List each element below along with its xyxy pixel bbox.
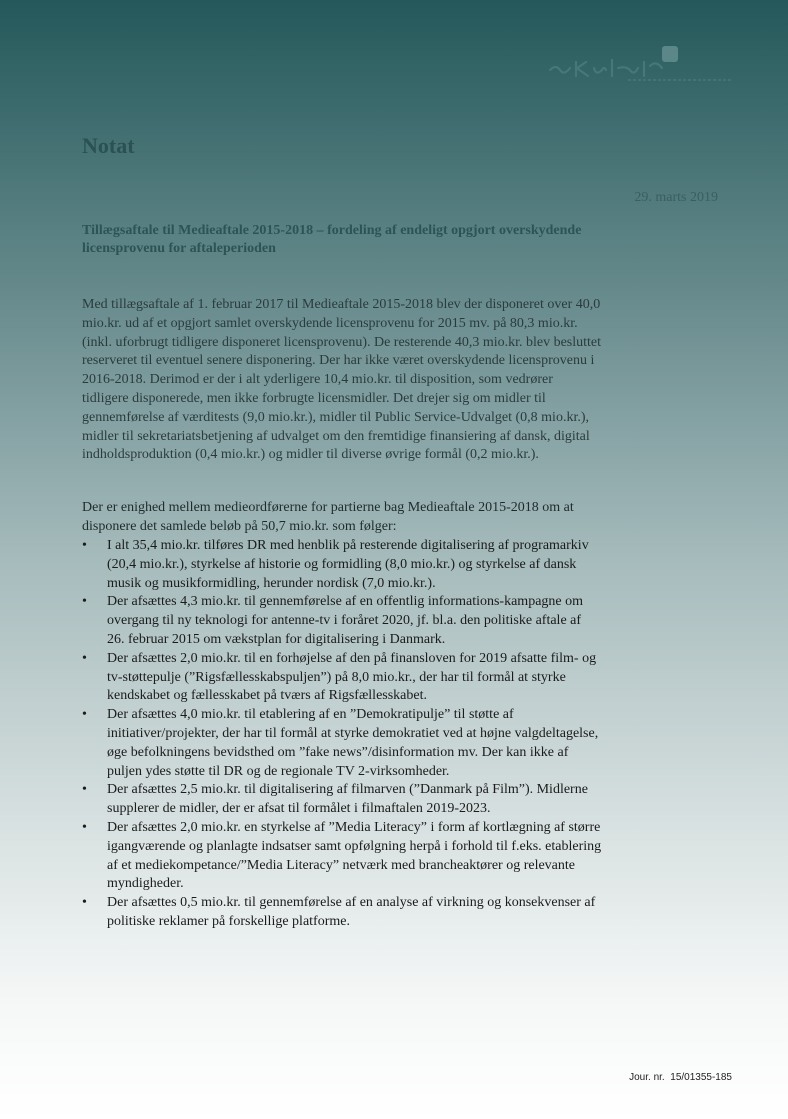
journal-label: Jour. nr.	[629, 1072, 665, 1083]
bullet-icon: •	[82, 538, 87, 553]
list-item	[82, 706, 602, 781]
list-item-text: Der afsættes 4,3 mio.kr. til gennemførelse af en offentlig informations-kampagne om overgang til ny teknologi for antenne-tv i foråret 2020, jf. bl.a. den politiske aftale af 26. februar 2015 om vækstplan for digitalisering i Danmark.	[107, 594, 584, 647]
allocation-list	[82, 537, 602, 932]
list-item	[82, 650, 602, 706]
list-item-text: Der afsættes 2,0 mio.kr. en styrkelse af ”Media Literacy” i form af kortlægning af større igangværende og planlagte indsatser samt opfølgning herpå i forhold til f.eks. etablering af et mediekompetance/”Media Literacy” netværk med brancheaktører og relevante myndigheder.	[107, 819, 602, 892]
list-item	[82, 819, 602, 894]
kulturministeriet-logo-icon	[546, 40, 736, 88]
bullet-icon: •	[82, 594, 87, 610]
list-item-text: Der afsættes 0,5 mio.kr. til gennemførelse af en analyse af virkning og konsekvenser af politiske reklamer på forskellige platforme.	[107, 895, 596, 929]
list-item	[82, 894, 602, 932]
document-title: Tillægsaftale til Medieaftale 2015-2018 – fordeling af endeligt opgjort overskydende licensprovenu for aftaleperioden	[82, 223, 582, 256]
agreement-paragraph: Der er enighed mellem medieordførerne for partierne bag Medieaftale 2015-2018 om at disponere det samlede beløb på 50,7 mio.kr. som følger:	[82, 500, 574, 534]
bullet-icon: •	[82, 650, 87, 666]
list-item-text: Der afsættes 2,5 mio.kr. til digitalisering af filmarven (”Danmark på Film”). Midlerne supplerer de midler, der er afsat til formålet i filmaftalen 2019-2023.	[107, 782, 588, 817]
list-item-text: Der afsættes 2,0 mio.kr. til en forhøjelse af den på finansloven for 2019 afsatte film- og tv-støttepulje (”Rigsfællesskabspuljen”) på 8,0 mio.kr., der har til formål at styrke kendskabet og fællesskabet på tværs af Rigsfællesskabet.	[107, 650, 597, 704]
document-date: 29. marts 2019	[634, 190, 718, 205]
list-item-text: I alt 35,4 mio.kr. tilføres DR med henblik på resterende digitalisering af programarkiv (20,4 mio.kr.), styrkelse af historie og formidling (8,0 mio.kr.) og styrkelse af dansk musik og musikformidling, herunder nordisk (7,0 mio.kr.).	[107, 538, 589, 591]
document-type-heading: Notat	[82, 133, 135, 158]
kulturministeriet-logo	[546, 40, 736, 88]
bullet-icon: •	[82, 782, 87, 798]
list-item	[82, 781, 602, 819]
bullet-icon: •	[82, 707, 87, 723]
list-item	[82, 537, 602, 593]
list-item-text: Der afsættes 4,0 mio.kr. til etablering af en ”Demokratipulje” til støtte af initiativer/projekter, der har til formål at styrke demokratiet ved at højne valgdeltagelse, øge befolkningens bevidsthed om ”fake news”/disinformation mv. Der kan ikke af puljen ydes støtte til DR og de regionale TV 2-virksomheder.	[107, 707, 599, 779]
bullet-icon: •	[82, 819, 87, 835]
list-item	[82, 593, 602, 649]
journal-number	[629, 1072, 732, 1083]
journal-value: 15/01355-185	[670, 1072, 732, 1083]
intro-paragraph: Med tillægsaftale af 1. februar 2017 til Medieaftale 2015-2018 blev der disponeret over 40,0 mio.kr. ud af et opgjort samlet overskydende licensprovenu for 2015 mv. på 80,3 mio.kr. (inkl. uforbrugt tidligere disponeret licensprovenu). De resterende 40,3 mio.kr. blev besluttet reserveret til eventuel senere disponering. Der har ikke været overskydende licensprovenu i 2016-2018. Derimod er der i alt yderligere 10,4 mio.kr. til disposition, som vedrører tidligere disponerede, men ikke forbrugte licensmidler. Det drejer sig om midler til gennemførelse af værditests (9,0 mio.kr.), midler til Public Service-Udvalget (0,8 mio.kr.), midler til sekretariatsbetjening af udvalget om den fremtidige finansiering af dansk, digital indholdsproduktion (0,4 mio.kr.) og midler til diverse øvrige formål (0,2 mio.kr.).	[82, 297, 602, 463]
bullet-icon: •	[82, 895, 87, 911]
